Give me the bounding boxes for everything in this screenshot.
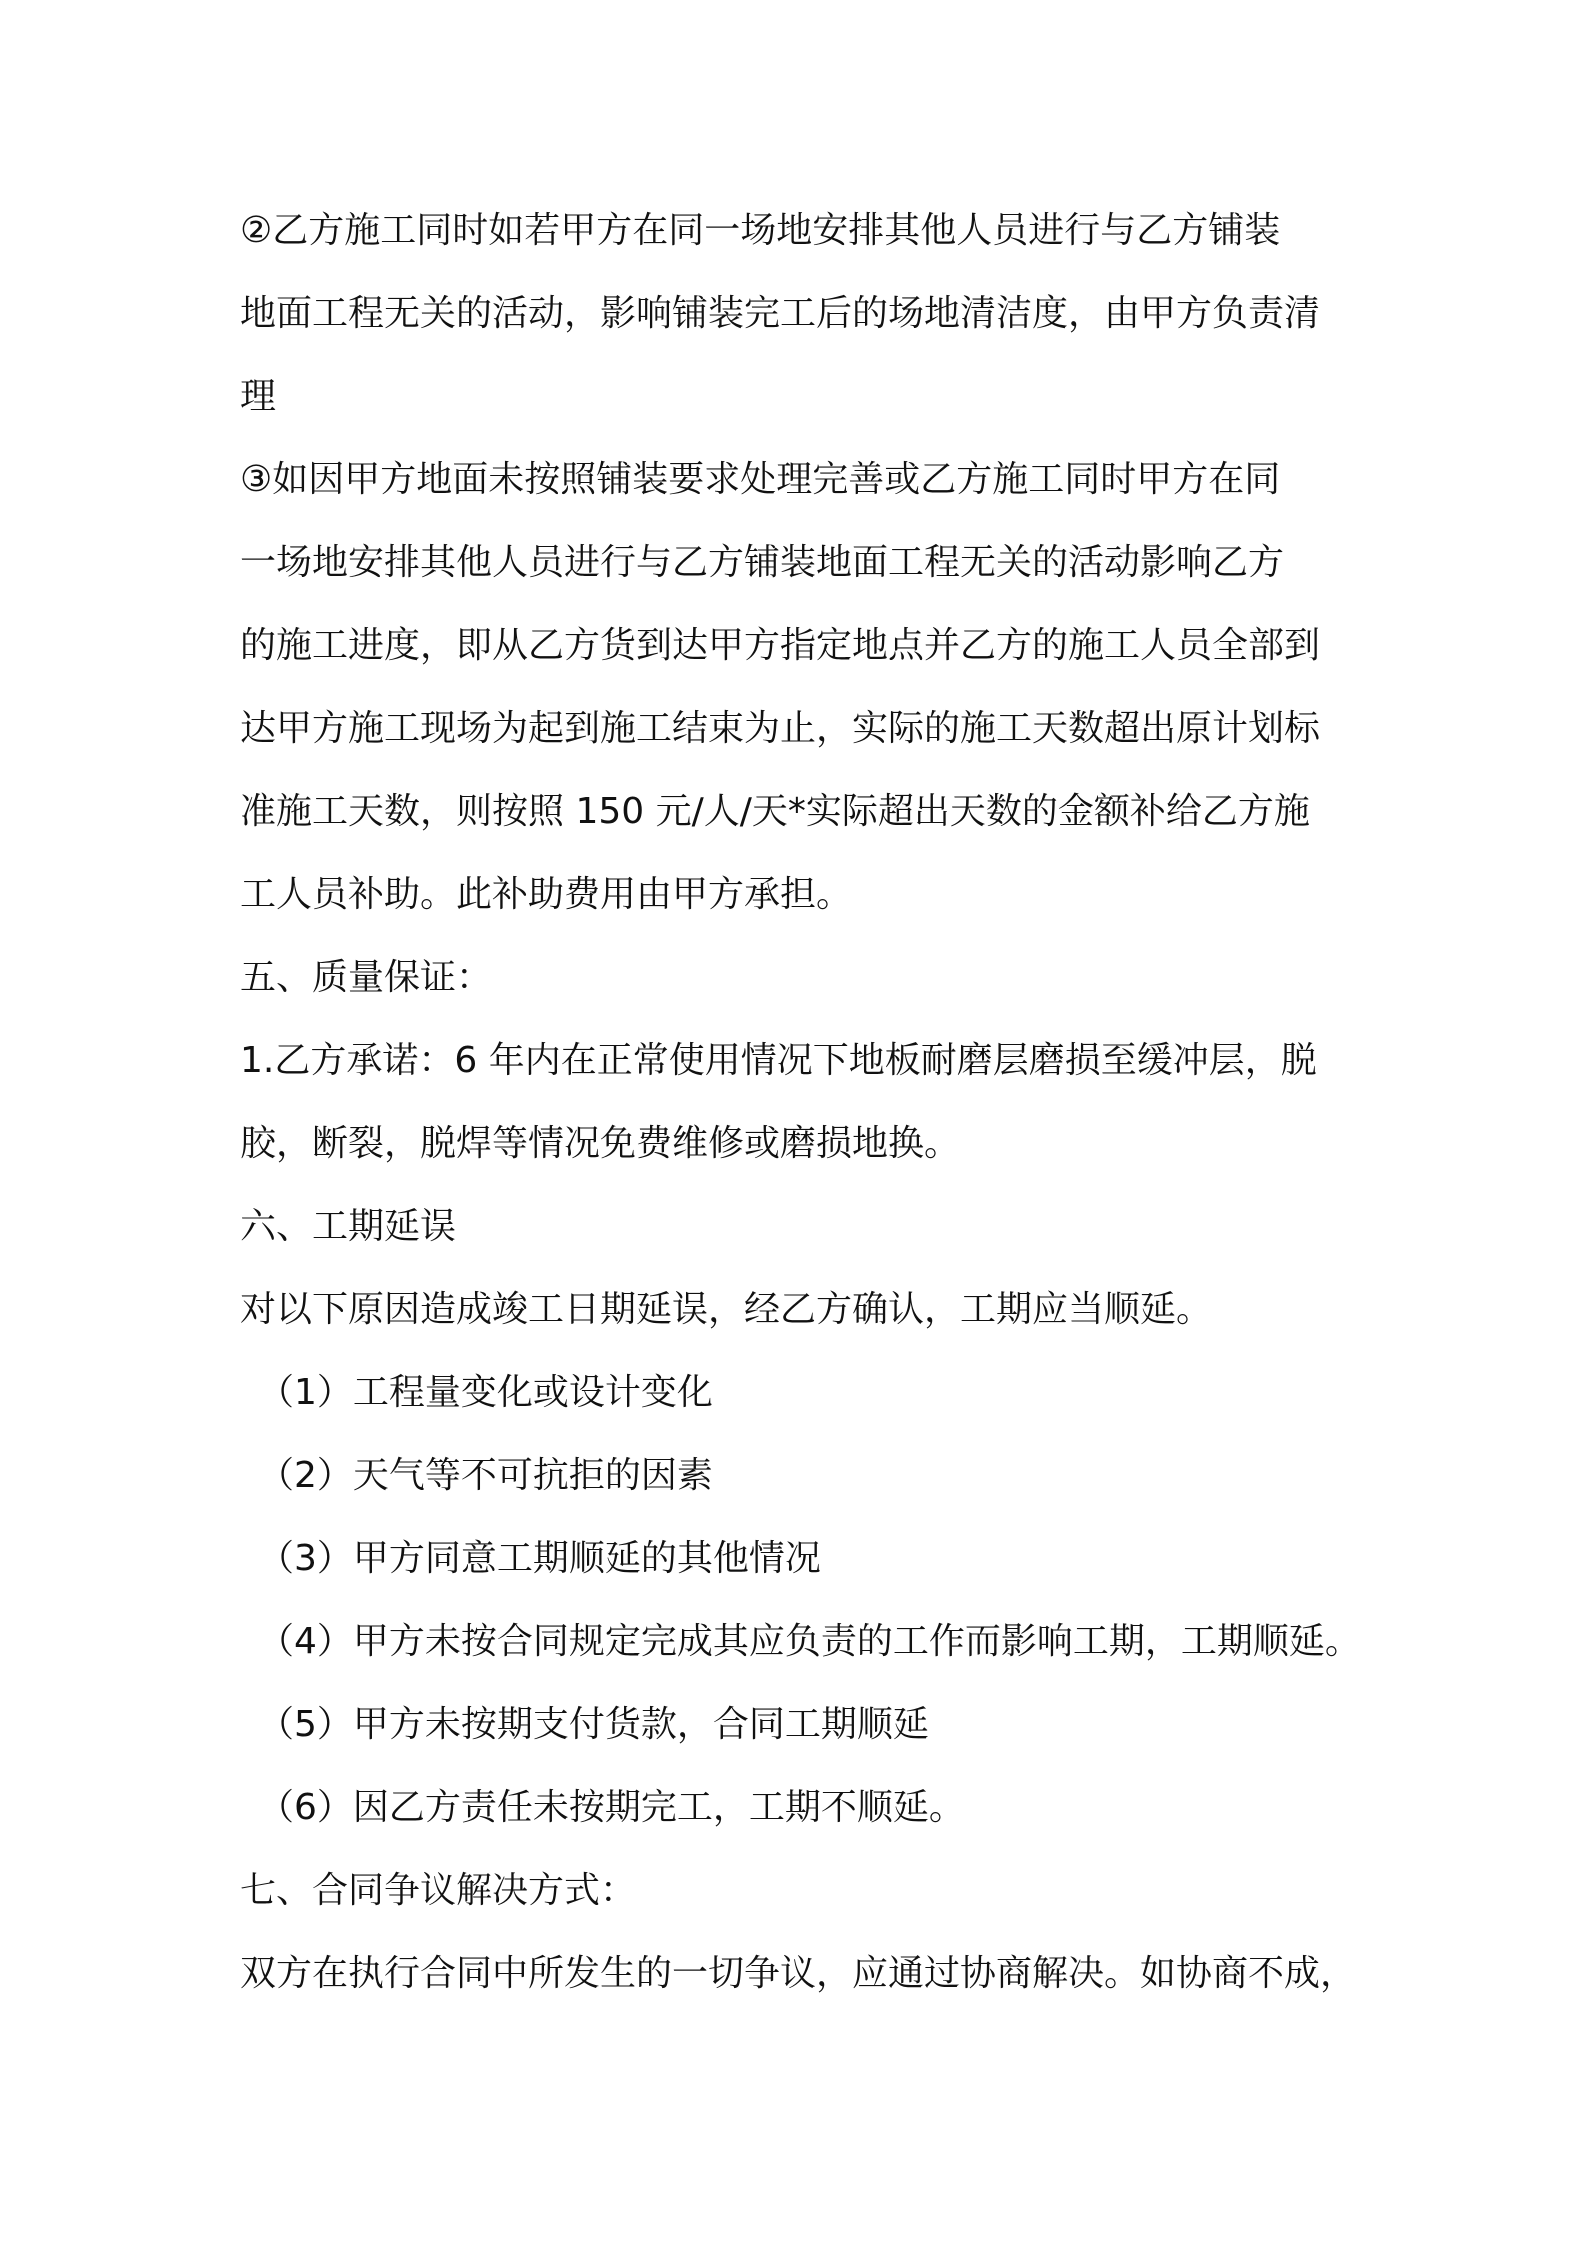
section-heading: 五、质量保证： — [240, 957, 493, 998]
text-line: 的施工进度，即从乙方货到达甲方指定地点并乙方的施工人员全部到 — [240, 625, 1321, 666]
section-heading: 六、工期延误 — [240, 1206, 457, 1247]
text-line: 一场地安排其他人员进行与乙方铺装地面工程无关的活动影响乙方 — [240, 542, 1285, 583]
text-line: 工人员补助。此补助费用由甲方承担。 — [240, 874, 853, 915]
section-heading: 七、合同争议解决方式： — [240, 1870, 637, 1911]
text-line: 双方在执行合同中所发生的一切争议，应通过协商解决。如协商不成， — [240, 1953, 1357, 1994]
text-line: 对以下原因造成竣工日期延误，经乙方确认，工期应当顺延。 — [240, 1289, 1213, 1330]
text-line: ③如因甲方地面未按照铺装要求处理完善或乙方施工同时甲方在同 — [240, 459, 1281, 500]
text-line: 理 — [240, 376, 277, 417]
list-item: （1）工程量变化或设计变化 — [258, 1372, 713, 1413]
text-line: ②乙方施工同时如若甲方在同一场地安排其他人员进行与乙方铺装 — [240, 210, 1281, 251]
text-line: 准施工天数，则按照 150 元/人/天*实际超出天数的金额补给乙方施 — [240, 791, 1310, 832]
text-line: 达甲方施工现场为起到施工结束为止，实际的施工天数超出原计划标 — [240, 708, 1321, 749]
list-item: （6）因乙方责任未按期完工，工期不顺延。 — [258, 1787, 965, 1828]
list-item: （4）甲方未按合同规定完成其应负责的工作而影响工期，工期顺延。 — [258, 1621, 1361, 1662]
list-item: （2）天气等不可抗拒的因素 — [258, 1455, 713, 1496]
list-item: （3）甲方同意工期顺延的其他情况 — [258, 1538, 821, 1579]
list-item: （5）甲方未按期支付货款，合同工期顺延 — [258, 1704, 929, 1745]
text-line: 地面工程无关的活动，影响铺装完工后的场地清洁度，由甲方负责清 — [240, 293, 1321, 334]
text-line: 1.乙方承诺：6 年内在正常使用情况下地板耐磨层磨损至缓冲层，脱 — [240, 1040, 1317, 1081]
text-line: 胶，断裂，脱焊等情况免费维修或磨损地换。 — [240, 1123, 961, 1164]
